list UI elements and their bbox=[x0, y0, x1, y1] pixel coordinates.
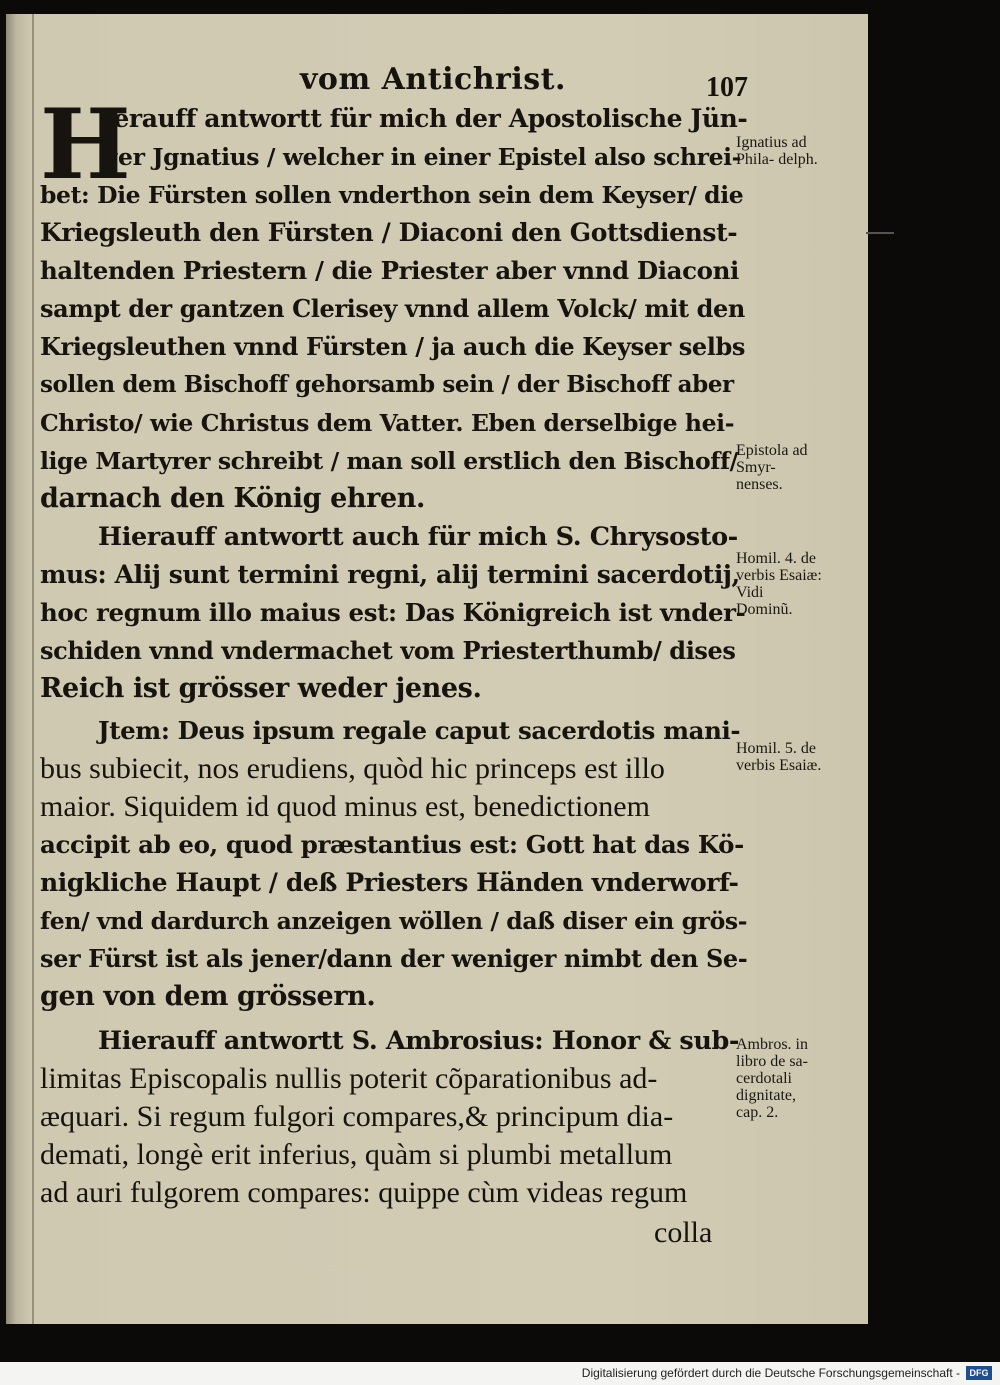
text-line: Hierauff antwortt S. Ambrosius: Honor & sub- bbox=[98, 1026, 740, 1056]
text-line: lige Martyrer schreibt / man soll erstlich den Bischoff/ bbox=[40, 447, 738, 475]
page-number: 107 bbox=[706, 72, 748, 103]
text-line: Jerauff antwortt für mich der Apostolische Jün- bbox=[102, 104, 748, 133]
text-line: limitas Episcopalis nullis poterit cõparationibus ad- bbox=[40, 1062, 658, 1095]
text-line: gen von dem grössern. bbox=[40, 981, 376, 1012]
gutter-line bbox=[32, 14, 34, 1324]
text-line: accipit ab eo, quod præstantius est: Gott hat das Kö- bbox=[40, 830, 744, 859]
text-line: darnach den König ehren. bbox=[40, 483, 425, 514]
text-line: ser Fürst ist als jener/dann der weniger nimbt den Se- bbox=[40, 944, 748, 973]
text-line: Kriegsleuthen vnnd Fürsten / ja auch die Keyser selbs bbox=[40, 332, 745, 361]
text-line: Jtem: Deus ipsum regale caput sacerdotis mani- bbox=[98, 716, 741, 745]
text-line: sollen dem Bischoff gehorsamb sein / der Bischoff aber bbox=[40, 371, 734, 398]
footer-bar bbox=[0, 1362, 1000, 1385]
margin-note: Ignatius ad Phila- delph. bbox=[736, 134, 818, 168]
text-line: haltenden Priestern / die Priester aber vnnd Diaconi bbox=[40, 256, 739, 285]
footer-credit: Digitalisierung gefördert durch die Deutsche Forschungsgemeinschaft - bbox=[581, 1366, 960, 1380]
running-head: vom Antichrist. bbox=[300, 62, 566, 97]
text-line: demati, longè erit inferius, quàm si plumbi metallum bbox=[40, 1138, 673, 1171]
margin-note: Homil. 5. de verbis Esaiæ. bbox=[736, 740, 822, 774]
text-line: fen/ vnd dardurch anzeigen wöllen / daß diser ein grös- bbox=[40, 907, 748, 935]
text-line: hoc regnum illo maius est: Das Königreich ist vnder- bbox=[40, 598, 746, 627]
text-line: ad auri fulgorem compares: quippe cùm videas regum bbox=[40, 1176, 688, 1209]
catchword: colla bbox=[654, 1216, 713, 1249]
text-line: bet: Die Fürsten sollen vnderthon sein dem Keyser/ die bbox=[40, 181, 744, 209]
margin-note: Ambros. in libro de sa- cerdotali dignitate, cap. 2. bbox=[736, 1036, 808, 1121]
margin-note: Homil. 4. de verbis Esaiæ: Vidi Dominũ. bbox=[736, 550, 822, 618]
text-line: Kriegsleuth den Fürsten / Diaconi den Gottsdienst- bbox=[40, 218, 738, 247]
text-line: nigkliche Haupt / deß Priesters Händen vnderworf- bbox=[40, 868, 739, 897]
text-line: sampt der gantzen Clerisey vnnd allem Volck/ mit den bbox=[40, 294, 745, 323]
text-line: Reich ist grösser weder jenes. bbox=[40, 673, 482, 704]
text-line: mus: Alij sunt termini regni, alij termini sacerdotij, bbox=[40, 560, 740, 589]
text-line: maior. Siquidem id quod minus est, benedictionem bbox=[40, 790, 650, 823]
text-line: schiden vnnd vndermachet vom Priesterthumb/ dises bbox=[40, 636, 736, 665]
dfg-logo: DFG bbox=[966, 1366, 992, 1380]
text-line: æquari. Si regum fulgori compares,& principum dia- bbox=[40, 1100, 674, 1133]
text-line: bus subiecit, nos erudiens, quòd hic princeps est illo bbox=[40, 752, 665, 785]
margin-note: Epistola ad Smyr- nenses. bbox=[736, 442, 808, 493]
text-line: Hierauff antwortt auch für mich S. Chrysosto- bbox=[98, 522, 738, 552]
drop-capital: H bbox=[40, 88, 131, 201]
text-line: Christo/ wie Christus dem Vatter. Eben derselbige hei- bbox=[40, 409, 735, 437]
margin-rule bbox=[866, 232, 894, 234]
text-line: ger Jgnatius / welcher in einer Epistel also schrei- bbox=[102, 143, 742, 171]
